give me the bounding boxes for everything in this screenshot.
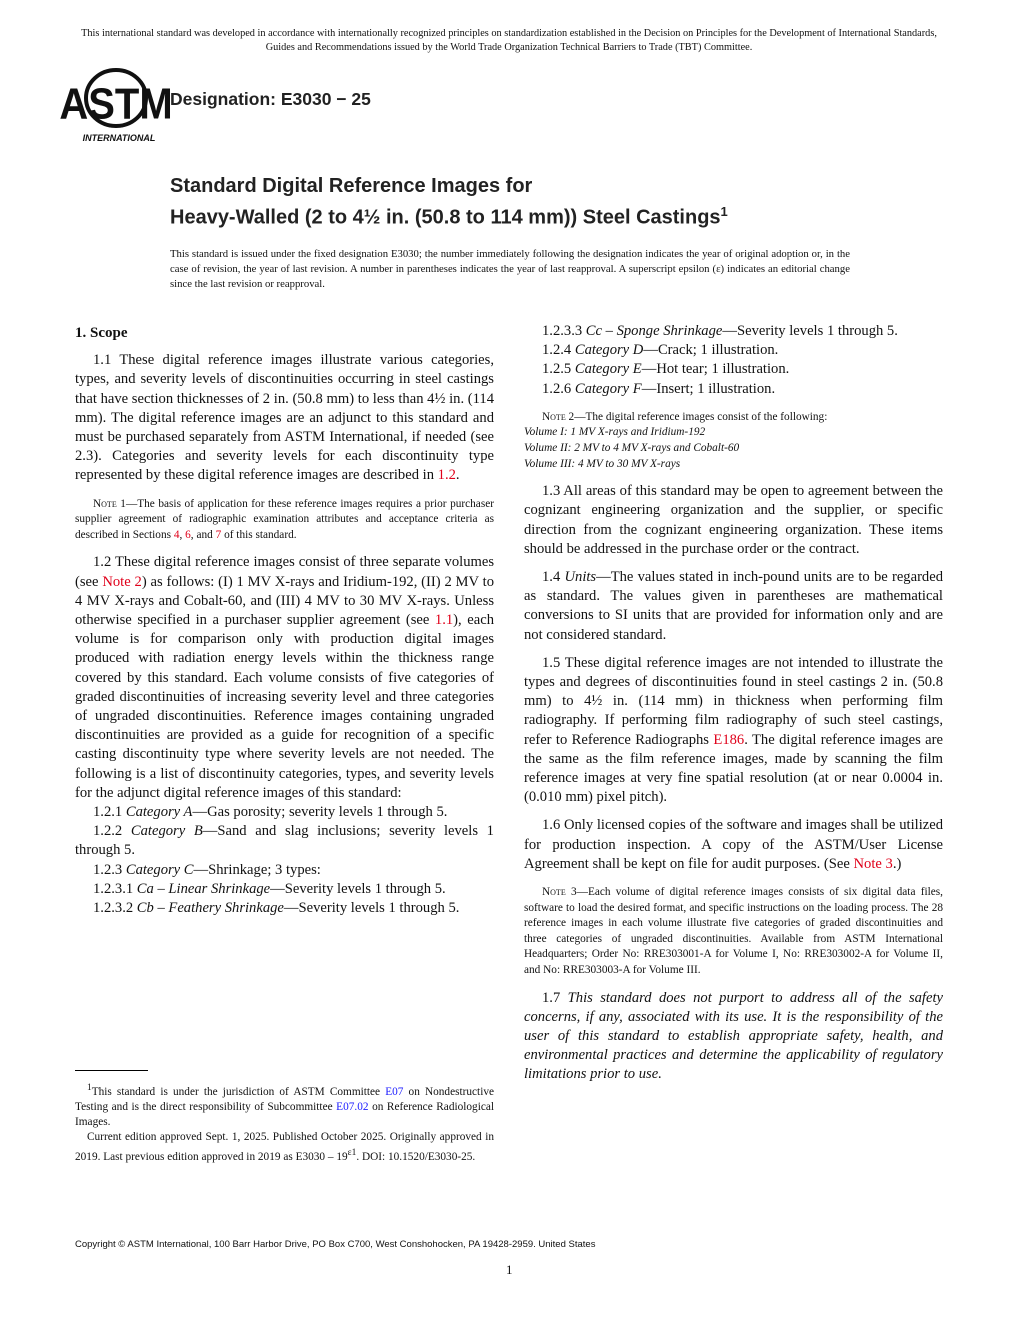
- text: . DOI: 10.1520/E3030-25.: [356, 1150, 476, 1163]
- text: —The digital reference images consist of the following:: [574, 410, 828, 423]
- italic-text: Category D: [574, 342, 644, 359]
- italic-text: Category C: [125, 861, 194, 878]
- text: 1. Scope: [75, 325, 128, 341]
- page-number: 1: [506, 1262, 513, 1277]
- issuance-statement: This standard is issued under the fixed designation E3030; the number immediately following the designation indicates the year of original adoption or, in the case of revision, the year of last revision. A number in parentheses indicates the year of last reapproval. A superscript epsilon (ε) indicates an editorial change since the last revision or reapproval.: [170, 248, 850, 290]
- italic-text: Ca – Linear Shrinkage: [136, 880, 271, 897]
- footnote: [75, 1130, 494, 1164]
- text: 1.2.3.1: [93, 880, 137, 897]
- italic-text: Volume II: 2 MV to 4 MV X-rays and Cobalt-60: [524, 442, 740, 454]
- paragraph: [524, 816, 943, 874]
- paragraph: [524, 322, 943, 341]
- paragraph: [75, 861, 494, 880]
- paragraph: [75, 880, 494, 899]
- text: Current edition approved Sept. 1, 2025. Published October 2025. Originally approved in 2019. Last previous edition approved in 2019 as E3030 – 19: [75, 1131, 494, 1163]
- text: ), each volume is for comparison only with production digital images produced with radiation energy levels within the thickness range covered by this standard. Each volume consists of five categories of graded discontinuities of increasing severity level and three categories of ungraded discontinuities. Reference images containing ungraded discontinuities are provided as a guide for recognition of a specific casting discontinuity type where severity levels are not needed. The following is a list of discontinuity categories, types, and severity levels for the adjunct digital reference images of this standard:: [75, 612, 494, 801]
- svg-text:INTERNATIONAL: INTERNATIONAL: [82, 133, 156, 143]
- text: This standard is under the jurisdiction of ASTM Committee: [91, 1085, 386, 1098]
- cross-reference-link[interactable]: 1.2: [437, 467, 456, 484]
- cross-reference-link[interactable]: 7: [215, 528, 222, 541]
- italic-text: Volume III: 4 MV to 30 MV X-rays: [524, 457, 681, 470]
- cross-reference-link[interactable]: E186: [713, 731, 745, 748]
- footnote-divider: [75, 1070, 148, 1071]
- text: —The values stated in inch-pound units are to be regarded as standard. The values given in parentheses are mathematical conversions to SI units that are provided for information only and are not considered standard.: [524, 569, 943, 643]
- paragraph: [524, 341, 943, 360]
- text: 1.2.1: [93, 804, 126, 821]
- designation: Designation: E3030 − 25: [170, 89, 371, 109]
- title-footnote-ref[interactable]: 1: [720, 204, 728, 219]
- text: .): [892, 855, 902, 872]
- text: 1.2.3: [93, 861, 126, 878]
- note: [75, 497, 494, 544]
- superscript: ε1: [347, 1147, 357, 1158]
- paragraph: [524, 482, 943, 559]
- italic-text: Category F: [574, 380, 642, 397]
- paragraph: [75, 553, 494, 803]
- text: —Crack; 1 illustration.: [643, 342, 779, 359]
- committee-link[interactable]: E07: [385, 1085, 404, 1098]
- right-column: [524, 322, 943, 1085]
- paragraph: [75, 803, 494, 822]
- document-title: [170, 173, 728, 231]
- text: ,: [179, 528, 186, 541]
- italic-text: Volume I: 1 MV X-rays and Iridium-192: [524, 426, 706, 439]
- copyright: Copyright © ASTM International, 100 Barr Harbor Drive, PO Box C700, West Conshohocken, PA 19428-2959. United States: [75, 1239, 596, 1250]
- text: 1.3 All areas of this standard may be open to agreement between the cognizant engineering organization and the supplier, or specific direction from the cognizant engineering organization. These items should be addressed in the purchase order or the contract.: [524, 483, 943, 557]
- paragraph: [524, 360, 943, 379]
- paragraph: [524, 654, 943, 808]
- note: [524, 410, 943, 472]
- text: 1.7: [542, 989, 568, 1006]
- italic-text: Category E: [574, 361, 642, 378]
- text: 1.4: [542, 569, 565, 585]
- cross-reference-link[interactable]: 1.1: [434, 612, 454, 629]
- italic-text: Category A: [125, 804, 193, 821]
- note-label: Note 1: [93, 497, 126, 510]
- text: 1.2.3.2: [93, 900, 137, 917]
- paragraph: [75, 351, 494, 485]
- text: 1.2.4: [542, 342, 575, 359]
- text: , and: [190, 528, 216, 541]
- text: —Shrinkage; 3 types:: [193, 861, 321, 878]
- title-line-2: Heavy-Walled (2 to 4½ in. (50.8 to 114 mm)) Steel Castings: [170, 206, 721, 229]
- text: 1.5 These digital reference images are not intended to illustrate the types and degrees of discontinuities found in steel castings 2 in. (50.8 mm) to 4½ in. (114 mm) in thickness when performing film radiography. If performing film radiography of such steel castings, refer to Reference Radiographs: [524, 654, 943, 748]
- text: 1.6 Only licensed copies of the software and images shall be utilized for production inspection. A copy of the ASTM/User License Agreement shall be kept on file for audit purposes. (See: [524, 817, 943, 872]
- note-label: Note 2: [542, 410, 575, 423]
- italic-text: Units: [564, 569, 597, 585]
- text: —The basis of application for these reference images requires a prior purchaser supplier agreement of radiographic examination attributes and acceptance criteria as described in Sections: [75, 497, 494, 541]
- text: 1.2.3.3: [542, 323, 586, 339]
- superscript: 1: [87, 1083, 92, 1093]
- cross-reference-link[interactable]: Note 3: [853, 855, 893, 872]
- text: —Each volume of digital reference images consists of six digital data files, software to load the desired format, and specific instructions on the loading process. The 28 reference images in each volume illustrate five categories of graded discontinuities and three categories of ungraded discontinuities. Available from ASTM International Headquarters; Order No: RRE303001-A for Volume I, No: RRE303002-A for Volume II, and No: RRE303003-A for Volume III.: [524, 886, 943, 977]
- text: of this standard.: [221, 528, 297, 541]
- left-column: [75, 322, 494, 918]
- text: 1.2 These digital reference images consist of three separate volumes (see: [75, 554, 494, 590]
- committee-link[interactable]: E07.02: [336, 1100, 369, 1113]
- text: .: [455, 467, 460, 484]
- paragraph: [75, 899, 494, 918]
- note-label: Note 3: [542, 886, 577, 899]
- section-heading: [75, 324, 494, 343]
- italic-text: Cc – Sponge Shrinkage: [585, 323, 723, 339]
- text: —Gas porosity; severity levels 1 through 5.: [192, 804, 448, 821]
- text: . The digital reference images are the same as the film reference images, made by scanning the film reference images at very fine spatial resolution (at or near 0.0004 in. (0.010 mm) pixel pitch).: [524, 731, 943, 806]
- text: —Severity levels 1 through 5.: [270, 880, 446, 897]
- text: on Reference Radiological Images.: [75, 1100, 494, 1129]
- text: 1.1 These digital reference images illustrate various categories, types, and severity levels of discontinuities occurring in steel castings that have section thicknesses of 2 in. (50.8 mm) to less than 4½ in. (114 mm). The digital reference images are an adjunct to this standard and must be purchased separately from ASTM International, if needed (see 2.3). Categories and severity levels for each discontinuity type represented by these digital reference images are described in: [75, 352, 494, 484]
- paragraph: [524, 989, 943, 1085]
- svg-text:ASTM: ASTM: [59, 78, 173, 129]
- italic-text: This standard does not purport to address all of the safety concerns, if any, associated with its use. It is the responsibility of the user of this standard to establish appropriate safety, health, and environmental practices and determine the applicability of regulatory limitations prior to use.: [524, 989, 943, 1083]
- text: —Insert; 1 illustration.: [641, 380, 776, 397]
- note: [524, 885, 943, 979]
- text: on Nondestructive Testing and is the direct responsibility of Subcommittee: [75, 1085, 494, 1113]
- paragraph: [524, 380, 943, 399]
- cross-reference-link[interactable]: 4: [173, 528, 180, 541]
- text: 1.2.2: [93, 823, 131, 840]
- italic-text: Cb – Feathery Shrinkage: [136, 900, 284, 917]
- text: —Sand and slag inclusions; severity levels 1 through 5.: [75, 823, 494, 859]
- cross-reference-link[interactable]: Note 2: [102, 573, 142, 590]
- footnote: [75, 1081, 494, 1130]
- text: —Hot tear; 1 illustration.: [641, 361, 790, 378]
- footnotes: [75, 1081, 494, 1165]
- title-line-1: Standard Digital Reference Images for: [170, 175, 533, 197]
- astm-logo: [59, 68, 173, 144]
- wto-notice: This international standard was developed in accordance with internationally recognized principles on standardization established in the Decision on Principles for the Development of International Standards, Guides and Recommendations issued by the World Trade Organization Technical Barriers to Trade (TBT) Committee.: [81, 28, 937, 53]
- text: 1.2.5: [542, 361, 575, 378]
- text: ) as follows: (I) 1 MV X-rays and Iridium-192, (II) 2 MV to 4 MV X-rays and Cobalt-60, and (III) 4 MV to 30 MV X-rays. Unless otherwise specified in a purchaser supplier agreement (see: [75, 573, 494, 629]
- text: —Severity levels 1 through 5.: [283, 900, 460, 917]
- paragraph: [524, 568, 943, 645]
- paragraph: [75, 822, 494, 860]
- italic-text: Category B: [130, 823, 203, 840]
- text: —Severity levels 1 through 5.: [722, 323, 898, 339]
- cross-reference-link[interactable]: 6: [185, 528, 191, 541]
- text: 1.2.6: [542, 380, 575, 397]
